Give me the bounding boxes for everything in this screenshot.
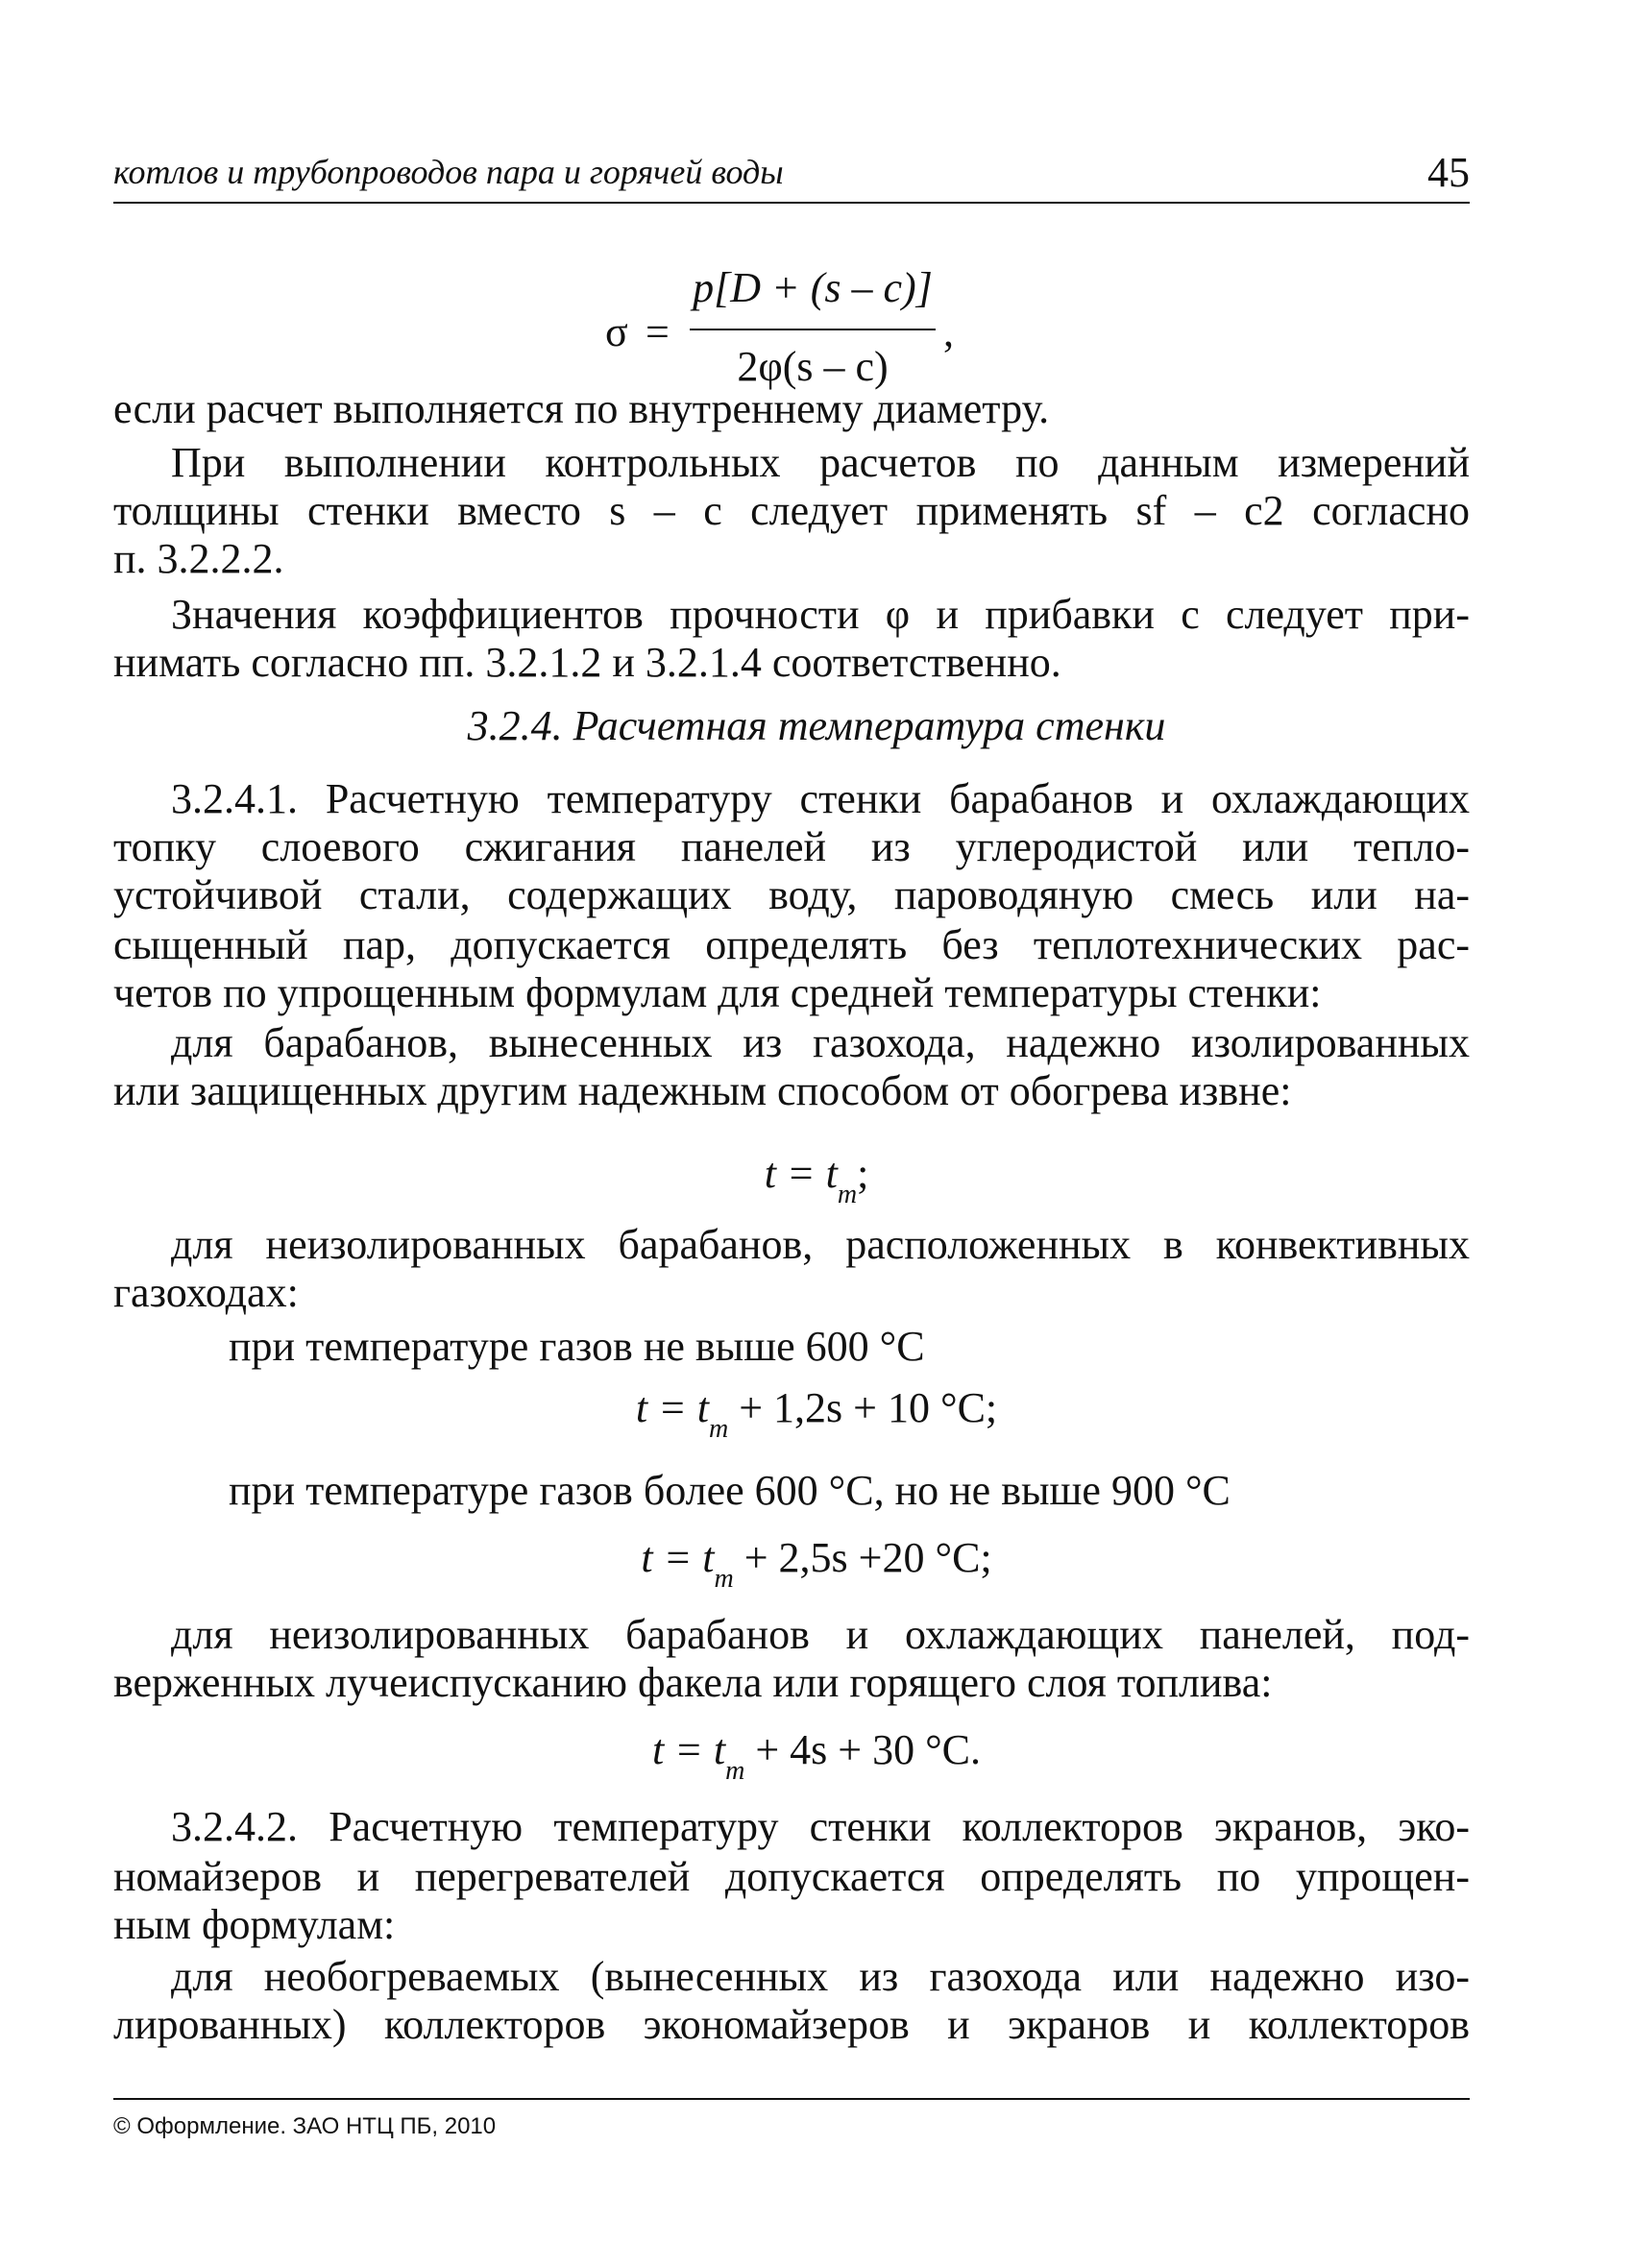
formula-comma: , xyxy=(943,308,954,355)
text-line: 3.2.4.1. Расчетную температуру стенки барабанов и охлаждающих xyxy=(171,775,1470,822)
formula-text: + 4s + 30 °С. xyxy=(744,1726,982,1773)
equals-sign: = xyxy=(646,308,670,355)
text-line: для неизолированных барабанов, расположенных в конвективных xyxy=(171,1221,1470,1268)
sigma-symbol: σ xyxy=(605,308,628,355)
text-line: устойчивой стали, содержащих воду, пароводяную смесь или на- xyxy=(113,871,1470,918)
text-line: топку слоевого сжигания панелей из углеродистой или тепло- xyxy=(113,823,1470,870)
text-line: толщины стенки вместо s – c следует применять sf – c2 согласно xyxy=(113,487,1470,534)
formula-text: + 2,5s +20 °С; xyxy=(733,1534,992,1581)
formula-subscript: m xyxy=(837,1180,858,1209)
running-header-title: котлов и трубопроводов пара и горячей воды xyxy=(113,153,784,191)
formula-subscript: m xyxy=(708,1414,729,1444)
text-line: при температуре газов не выше 600 °С xyxy=(229,1323,925,1370)
formula-text: t = t xyxy=(635,1384,709,1431)
text-line: для необогреваемых (вынесенных из газохода или надежно изо- xyxy=(171,1953,1470,2000)
text-line: п. 3.2.2.2. xyxy=(113,535,284,582)
formula-600 xyxy=(0,1383,1633,1444)
text-line: верженных лучеиспусканию факела или горящего слоя топлива: xyxy=(113,1659,1273,1706)
text-line: при температуре газов более 600 °С, но не выше 900 °С xyxy=(229,1467,1231,1514)
text-line: ным формулам: xyxy=(113,1901,396,1948)
fraction-bar xyxy=(690,329,936,330)
text-line: газоходах: xyxy=(113,1269,299,1316)
text-line: если расчет выполняется по внутреннему диаметру. xyxy=(113,385,1050,432)
footer-divider xyxy=(113,2098,1470,2100)
text-line: При выполнении контрольных расчетов по данным измерений xyxy=(171,439,1470,486)
formula-text: t = t xyxy=(651,1726,726,1773)
formula-text: t = t xyxy=(764,1150,838,1197)
formula-text: + 1,2s + 10 °С; xyxy=(728,1384,998,1431)
text-line: или защищенных другим надежным способом от обогрева извне: xyxy=(113,1067,1292,1114)
sigma-formula xyxy=(596,259,1018,403)
page-number: 45 xyxy=(1427,149,1470,196)
formula-subscript: m xyxy=(714,1564,734,1594)
formula-denominator: 2φ(s – c) xyxy=(737,343,889,390)
text-line: четов по упрощенным формулам для средней температуры стенки: xyxy=(113,969,1322,1016)
text-line: 3.2.4.2. Расчетную температуру стенки коллекторов экранов, эко- xyxy=(171,1803,1470,1850)
formula-radiant xyxy=(0,1725,1633,1786)
formula-text: ; xyxy=(857,1150,869,1197)
formula-text: t = t xyxy=(641,1534,715,1581)
formula-t-equals-tm xyxy=(0,1149,1633,1209)
formula-numerator: p[D + (s – c)] xyxy=(693,264,933,311)
text-line: нимать согласно пп. 3.2.1.2 и 3.2.1.4 соответственно. xyxy=(113,639,1061,686)
text-line: лированных) коллекторов экономайзеров и экранов и коллекторов xyxy=(113,2001,1470,2048)
section-heading: 3.2.4. Расчетная температура стенки xyxy=(467,702,1166,749)
text-line: сыщенный пар, допускается определять без теплотехнических рас- xyxy=(113,921,1470,968)
formula-900 xyxy=(0,1533,1633,1594)
text-line: Значения коэффициентов прочности φ и прибавки c следует при- xyxy=(171,591,1470,638)
copyright-footer: © Оформление. ЗАО НТЦ ПБ, 2010 xyxy=(113,2113,497,2139)
text-line: для неизолированных барабанов и охлаждающих панелей, под- xyxy=(171,1611,1470,1658)
formula-subscript: m xyxy=(725,1756,745,1786)
text-line: для барабанов, вынесенных из газохода, надежно изолированных xyxy=(171,1019,1470,1066)
text-line: номайзеров и перегревателей допускается определять по упрощен- xyxy=(113,1853,1470,1900)
header-divider xyxy=(113,202,1470,204)
